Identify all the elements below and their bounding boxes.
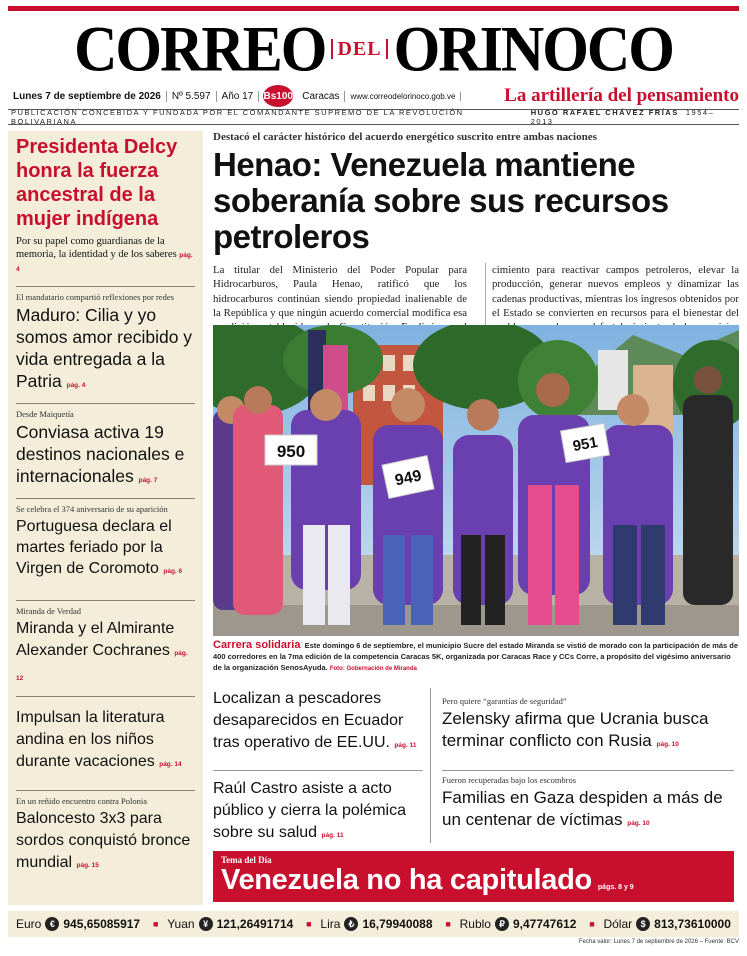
dollar-icon: $ (636, 917, 650, 931)
bullet-separator: ■ (445, 919, 451, 929)
masthead[interactable] (8, 14, 739, 84)
bullet-separator: ■ (589, 919, 595, 929)
rate-dolar (603, 917, 730, 931)
sidebar-story[interactable] (16, 600, 195, 690)
currency-value: 16,79940088 (362, 917, 433, 931)
race-bib-number: 951 (571, 433, 600, 456)
page-ref: pág. 11 (321, 832, 344, 839)
euro-icon: € (45, 917, 59, 931)
story-title[interactable]: Impulsan la literatura andina en los niños durante vacaciones pág. 14 (16, 709, 182, 770)
brief-story[interactable] (442, 774, 737, 835)
story-kicker: Miranda de Verdad (16, 606, 81, 616)
lead-kicker: Destacó el carácter histórico del acuerdo energético suscrito entre ambas naciones (213, 131, 597, 143)
rate-rublo (460, 917, 577, 931)
currency-value: 121,26491714 (216, 917, 294, 931)
brief-title[interactable]: Localizan a pescadores desaparecidos en Ecuador tras operativo de EE.UU. pág. 11 (213, 690, 417, 751)
rate-lira (320, 917, 432, 931)
currency-name: Lira (320, 917, 341, 931)
page-ref: pág. 6 (163, 568, 183, 575)
brief-title[interactable]: Raúl Castro asiste a acto público y cierra la polémica sobre su salud pág. 11 (213, 780, 406, 841)
page-ref: pág. 15 (76, 862, 99, 869)
rublo-icon: ₽ (495, 917, 509, 931)
rate-yuan (167, 917, 293, 931)
story-kicker: El mandatario compartió reflexiones por redes (16, 292, 174, 302)
topic-headline[interactable]: Venezuela no ha capitulado (221, 864, 592, 896)
page-ref: pág. 12 (16, 650, 188, 682)
caption-title: Carrera solidaria (213, 639, 301, 651)
top-red-rule (8, 6, 739, 11)
page-ref: pág. 4 (16, 252, 193, 273)
story-kicker: Se celebra el 374 aniversario de su aparición (16, 504, 168, 514)
currency-name: Yuan (167, 917, 195, 931)
brief-divider (442, 770, 734, 771)
brief-story[interactable] (213, 778, 418, 847)
brief-story[interactable] (213, 688, 418, 757)
brief-title[interactable]: Zelensky afirma que Ucrania busca terminar conflicto con Rusia pág. 10 (442, 709, 709, 750)
masthead-word-correo: CORREO (74, 13, 326, 85)
issue-number: Nº 5.597 (167, 91, 217, 102)
story-kicker: Desde Maiquetía (16, 409, 74, 419)
page-ref: pág. 10 (656, 741, 679, 748)
price-badge: Bs100 (263, 85, 293, 107)
race-bib-number: 950 (276, 442, 306, 461)
rate-euro (16, 917, 140, 931)
race-bib (265, 435, 317, 465)
sidebar-lead-subtitle: Por su papel como guardianas de la memoria, la identidad y de los saberes pág. 4 (16, 236, 193, 273)
page-ref: pág. 10 (627, 820, 650, 827)
website-link[interactable]: www.correodelorinoco.gob.ve (345, 92, 461, 101)
column-divider (430, 688, 431, 843)
brief-kicker: Fueron recuperadas bajo los escombros (442, 775, 577, 785)
lead-column-1: La titular del Ministerio del Poder Popular para Hidrocarburos, Paula Henao, ratificó que los hidrocarburos continúan siendo propiedad inalienable de la República y que ningún acuerdo comercial modifica esa (213, 264, 467, 319)
sidebar-lead-story[interactable] (16, 135, 195, 276)
story-title[interactable]: Miranda y el Almirante Alexander Cochranes pág. 12 (16, 620, 188, 682)
currency-value: 9,47747612 (512, 917, 577, 931)
lead-headline[interactable]: Henao: Venezuela mantiene soberanía sobre sus recursos petroleros (213, 146, 669, 255)
brief-kicker: Pero quiere “garantías de seguridad” (442, 696, 567, 706)
brief-title[interactable]: Familias en Gaza despiden a más de un centenar de víctimas pág. 10 (442, 788, 723, 829)
rates-source-note: Fecha valor: Lunes 7 de septiembre de 2026 – Fuente: BCV (578, 939, 739, 945)
lead-story[interactable] (213, 131, 739, 351)
slogan: La artillería del pensamiento (504, 85, 739, 106)
brief-divider (213, 770, 423, 771)
currency-value: 945,65085917 (63, 917, 141, 931)
issue-date: Lunes 7 de septiembre de 2026 (8, 91, 167, 102)
photo-caption (213, 640, 739, 675)
race-bib (561, 423, 610, 462)
sidebar-story[interactable] (16, 498, 195, 582)
page-ref: pág. 7 (138, 477, 158, 484)
topic-kicker: Tema del Día (221, 855, 272, 865)
bullet-separator: ■ (306, 919, 312, 929)
page-ref: pág. 11 (394, 742, 417, 749)
story-title[interactable]: Portuguesa declara el martes feriado por la Virgen de Coromoto pág. 6 (16, 518, 183, 577)
story-title[interactable]: Conviasa activa 19 destinos nacionales e internacionales pág. 7 (16, 422, 185, 486)
runners-photo-illustration (213, 325, 739, 636)
sidebar-story[interactable] (16, 790, 195, 877)
sidebar-lead-title[interactable]: Presidenta Delcy honra la fuerza ancestral de la mujer indígena (16, 136, 178, 230)
currency-value: 813,73610000 (654, 917, 731, 931)
issue-year: Año 17 (217, 91, 260, 102)
founder-strip (8, 109, 739, 125)
issue-info-bar (8, 84, 739, 108)
story-title[interactable]: Maduro: Cilia y yo somos amor recibido y vida entregada a la Patria pág. 4 (16, 305, 193, 391)
story-title[interactable]: Baloncesto 3x3 para sordos conquistó bronce mundial pág. 15 (16, 810, 191, 871)
caption-text: Este domingo 6 de septiembre, el municipio Sucre del estado Miranda se vistió de morado con la participación de más de 400 corredores en la 7ma edición de la competencia Caracas 5K, organizada por Caracas Race y CCs Corre, a propósito del vigésimo aniversario de la organización SenosAyuda. (213, 641, 739, 672)
brief-story[interactable] (442, 695, 732, 756)
sidebar-story[interactable] (16, 286, 195, 397)
page-ref: pág. 14 (159, 761, 182, 768)
story-kicker: En un reñido encuentro contra Polonia (16, 796, 148, 806)
currency-name: Dólar (603, 917, 633, 931)
founder-name: HUGO RAFAEL CHÁVEZ FRÍAS (530, 108, 679, 117)
sidebar-story[interactable] (16, 696, 195, 776)
runners-photo (213, 325, 739, 636)
photo-credit: Foto: Gobernación de Miranda (329, 666, 417, 672)
lead-column-2: cimiento para reactivar campos petroleros, elevar la producción, generar nuevos empleos y dinamizar las cadenas productivas, mientras los ingresos obtenidos por el Estado se convierten en recursos para el bienestar del (485, 263, 739, 351)
currency-name: Euro (16, 917, 42, 931)
race-bib-number: 949 (393, 467, 424, 490)
masthead-word-orinoco: ORINOCO (393, 13, 673, 85)
issue-city: Caracas (297, 91, 345, 102)
yuan-icon: ¥ (199, 917, 213, 931)
exchange-rate-strip (8, 911, 739, 937)
founder-years: 1954–2013 (530, 108, 715, 126)
bullet-separator: ■ (152, 919, 159, 929)
lira-icon: ₺ (344, 917, 358, 931)
sidebar-story[interactable] (16, 403, 195, 492)
founder-text: PUBLICACIÓN CONCEBIDA Y FUNDADA POR EL COMANDANTE SUPREMO DE LA REVOLUCIÓN BOLIVARIANA (11, 108, 464, 126)
currency-name: Rublo (459, 917, 491, 931)
masthead-word-del: DEL (331, 39, 387, 59)
page-ref: págs. 8 y 9 (597, 884, 634, 891)
page-ref: pág. 4 (66, 382, 86, 389)
sidebar (8, 131, 203, 905)
topic-of-the-day[interactable] (213, 851, 734, 902)
